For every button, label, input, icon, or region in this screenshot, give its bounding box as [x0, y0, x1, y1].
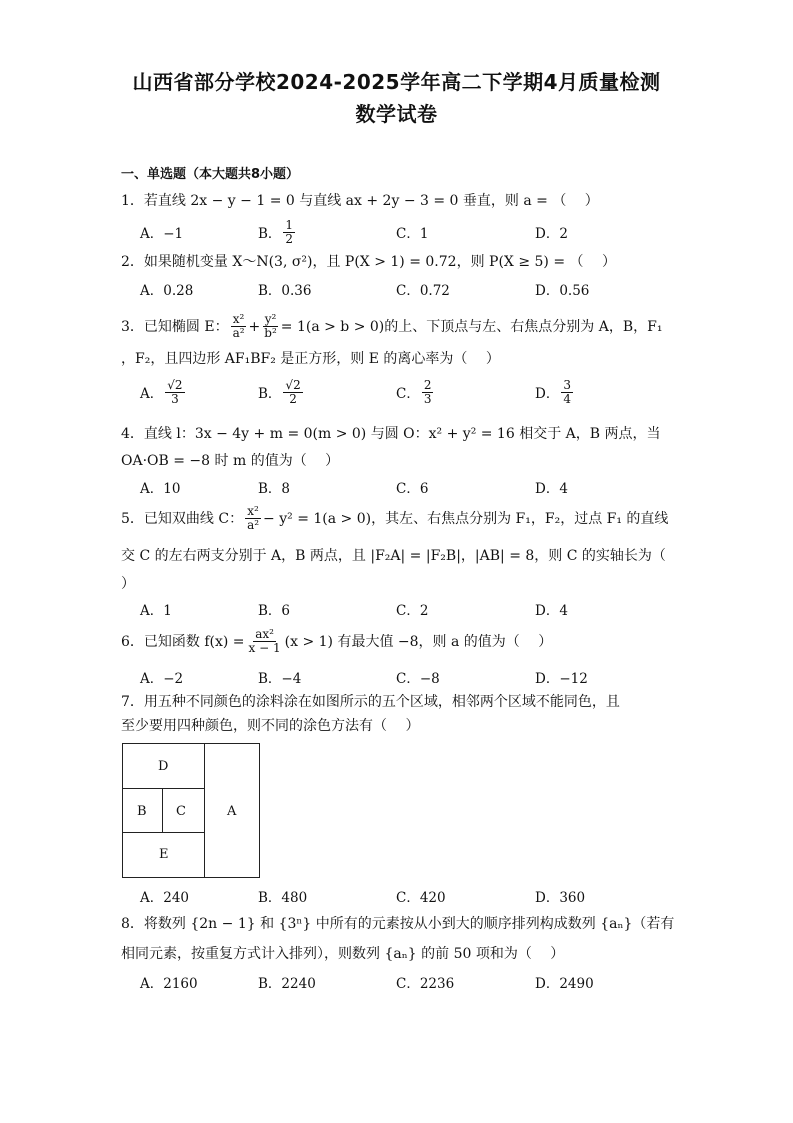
question-2-options [140, 277, 700, 301]
option-d: D．360 [535, 890, 586, 906]
option-b: B．−4 [258, 671, 302, 687]
region-a-label: A [227, 804, 237, 819]
option-a: A．1 [140, 603, 172, 619]
option-d: D．0.56 [535, 283, 590, 299]
option-b: B．2240 [258, 976, 316, 992]
option-a: A．2160 [140, 976, 198, 992]
question-6: 6．已知函数 f(x) = $\frac{\text{ax²}}{x - 1}$ (x > 1) 有最大值 −8，则 a 的值为（ ） [121, 627, 553, 655]
option-d: D． $\frac{3}{4}$ [535, 377, 571, 406]
region-b-label: B [137, 804, 147, 819]
option-b: B． $\frac{√2}{2}$ [258, 377, 301, 406]
option-b: B．0.36 [258, 283, 312, 299]
option-c: C．−8 [396, 671, 440, 687]
exam-subtitle: 数学试卷 [355, 102, 438, 126]
option-a: A．−2 [140, 671, 184, 687]
option-c: C．1 [396, 226, 429, 242]
question-1: 1．若直线 2x − y − 1 = 0 与直线 ax + 2y − 3 = 0 垂直，则 a = （ ） [121, 193, 599, 209]
question-4-cont: OA·OB = −8 时 m 的值为（ ） [121, 453, 340, 469]
section-heading: 一、单选题（本大题共8小题） [121, 167, 300, 182]
question-3: 3．已知椭圆 E： $\frac{\text{x²}}{\text{a²}}$ + $\frac{\text{y²}}{\text{b²}}$ = 1(a > b > 0) 的上、下顶点与左、右焦点分别为 A，B，F₁ [121, 312, 663, 340]
option-b: B．6 [258, 603, 291, 619]
question-5-options [140, 597, 700, 621]
exam-title: 山西省部分学校2024-2025学年高二下学期4月质量检测 [132, 70, 661, 94]
option-c: C．0.72 [396, 283, 450, 299]
question-6-options [140, 665, 700, 689]
option-a: A．0.28 [140, 283, 194, 299]
region-d-label: D [158, 759, 169, 774]
option-a: A． $\frac{√2}{3}$ [140, 377, 183, 406]
question-3-cont: ，F₂，且四边形 AF₁BF₂ 是正方形，则 E 的离心率为（ ） [121, 351, 500, 367]
question-7-cont: 至少要用四种颜色，则不同的涂色方法有（ ） [121, 718, 420, 734]
question-5-cont: 交 C 的左右两支分别于 A，B 两点，且 |F₂A| = |F₂B|，|AB| = 8，则 C 的实轴长为（ [121, 548, 666, 564]
option-d: D．2490 [535, 976, 594, 992]
region-diagram [122, 743, 260, 878]
option-c: C．6 [396, 481, 429, 497]
option-c: C．2236 [396, 976, 455, 992]
question-4: 4．直线 l：3x − 4y + m = 0(m > 0) 与圆 O：x² + y² = 16 相交于 A，B 两点，当 [121, 426, 661, 442]
region-c-label: C [176, 804, 186, 819]
question-8: 8．将数列 {2n − 1} 和 {3ⁿ} 中所有的元素按从小到大的顺序排列构成数列 {aₙ}（若有 [121, 916, 675, 932]
question-1-options [140, 217, 700, 246]
option-d: D．4 [535, 481, 568, 497]
question-3-options [140, 377, 700, 410]
question-5: 5．已知双曲线 C： $\frac{\text{x²}}{\text{a²}}$ − y² = 1(a > 0)，其左、右焦点分别为 F₁，F₂，过点 F₁ 的直线 [121, 504, 669, 532]
option-c: C．420 [396, 890, 446, 906]
question-7: 7．用五种不同颜色的涂料涂在如图所示的五个区域，相邻两个区域不能同色，且 [121, 694, 620, 710]
option-c: C． $\frac{2}{3}$ [396, 377, 432, 406]
option-b: B． $\frac{1}{2}$ [258, 217, 294, 246]
region-e-label: E [159, 847, 169, 862]
option-a: A．−1 [140, 226, 184, 242]
option-d: D．−12 [535, 671, 588, 687]
option-c: C．2 [396, 603, 429, 619]
question-2: 2．如果随机变量 X～N(3, σ²)，且 P(X > 1) = 0.72，则 P(X ≥ 5) = （ ） [121, 254, 616, 270]
option-d: D．4 [535, 603, 568, 619]
question-4-options [140, 475, 700, 499]
option-a: A．10 [140, 481, 181, 497]
question-8-options [140, 970, 700, 994]
option-b: B．8 [258, 481, 291, 497]
option-a: A．240 [140, 890, 190, 906]
question-8-cont: 相同元素，按重复方式计入排列），则数列 {aₙ} 的前 50 项和为（ ） [121, 946, 565, 962]
question-7-options [140, 884, 700, 908]
question-5-end: ） [121, 576, 135, 592]
option-b: B．480 [258, 890, 308, 906]
option-d: D．2 [535, 226, 568, 242]
